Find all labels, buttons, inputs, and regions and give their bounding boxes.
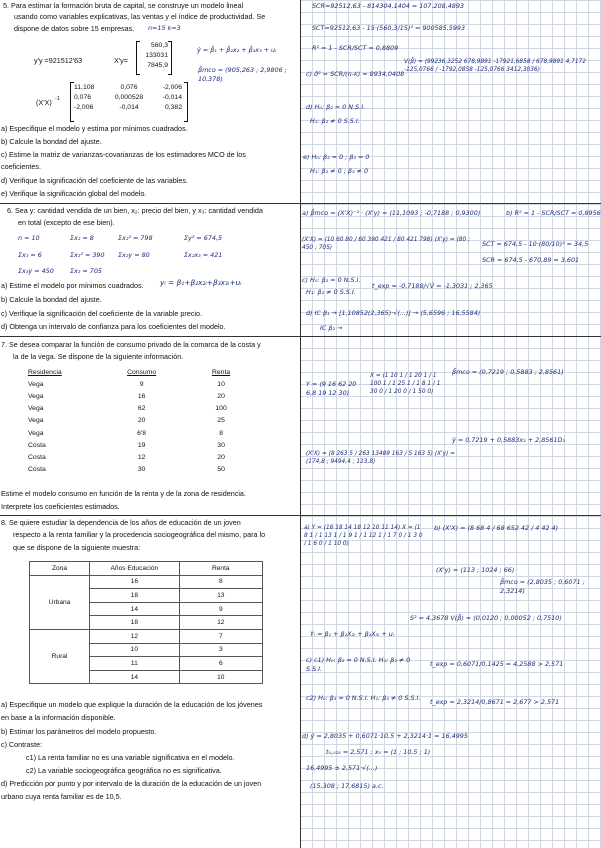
ex8-item-c1: c1) La renta familiar no es una variable significativa en el modelo.: [26, 753, 235, 762]
table-row: [26, 464, 256, 476]
note-5-model: ŷ = β̂₁ + β̂₂x₂ + β̂₃x₃ + uᵢ: [197, 46, 277, 54]
ex5-item-d: d) Verifique la significación del coeficiente de las variables.: [1, 176, 188, 185]
section-divider-7: [0, 336, 601, 337]
sum-value: Σx₃ = 6: [18, 251, 42, 259]
table-row: [26, 427, 256, 439]
ex6-item-c: c) Verifique la significación del coeficiente de la variable precio.: [1, 309, 202, 318]
table-row: [30, 629, 263, 643]
table-row: [26, 390, 256, 402]
table-cell: Costa: [28, 466, 46, 474]
note-6-beta: a) β̂mco = (X'X)⁻¹ · (X'y) = (11,1093 ; -0,7188 ; 0,9300): [302, 209, 481, 217]
table-cell: 10: [179, 670, 262, 684]
table-row: [26, 415, 256, 427]
ex8-table: [29, 561, 263, 684]
table-cell: 6'8: [137, 429, 147, 437]
sum-value: Σx₂x₃ = 421: [184, 251, 223, 259]
note-5-vbeta: V(β̂) = (99236,3252 678,9891 -17921,6858 / 678,9891 4,7172 -125,0766 / -1792,0858 -125,0766 3412,3036): [404, 59, 586, 73]
note-8-d-ic: 16,4995 ± 2,571·√(...): [306, 764, 378, 772]
note-5-e-h0: e) H₀: β₂ = 0 ; β₃ = 0: [303, 153, 370, 161]
note-5-h1: H₁: β₂ ≠ 0 S.S.I.: [310, 117, 360, 125]
note-7-yhat: ŷ = 0,7219 + 0,5883x₂ + 2,8561D₃: [452, 436, 565, 444]
table-row: [30, 575, 263, 589]
table-cell: Vega: [28, 392, 44, 400]
table-cell: 20: [217, 453, 225, 461]
ex6-eq-row-2: [18, 251, 222, 260]
table-cell: 12: [179, 616, 262, 630]
table-cell: Vega: [28, 405, 44, 413]
table-row: [26, 403, 256, 415]
note-7-x: X = (1 10 1 / 1 20 1 / 1 100 1 / 1 25 1 / 1 8 1 / 1 30 0 / 1 20 0 / 1 50 0): [370, 373, 441, 395]
note-7-beta: β̂mco = (0,7219 ; 0,5883 ; 2,8561): [452, 368, 564, 376]
note-8-var: S² = 4,3678 V(β̂) = (0,0120 ; 0,00052 ; 0,7510): [410, 614, 562, 622]
xx-cell: 0,076: [74, 94, 92, 102]
xx-cell: 0,382: [164, 104, 182, 112]
ex8-item-b: b) Estimar los parámetros del modelo propuesto.: [1, 727, 157, 736]
note-8-c1: c) c1) H₀: β₂ = 0 N.S.I. H₁: β₂ ≠ 0 S.S.I.: [306, 656, 411, 673]
ex5-yy: y'y =921512'63: [34, 56, 83, 65]
table-cell: 13: [179, 589, 262, 603]
zone-cell: Urbana: [30, 575, 90, 629]
note-6-sct: SCT = 674,5 - 10·(80/10)² = 34,5: [482, 240, 589, 248]
ex5-xx-label: (X'X): [36, 98, 52, 107]
xx-cell: -0,014: [119, 104, 139, 112]
column-header: Residencia: [28, 368, 62, 376]
note-8-xy: (X'y) = (113 ; 1024 ; 66): [436, 566, 515, 574]
note-5-sct: SCT=92512,63 - 15·(560,3/15)² = 900585,5993: [312, 24, 466, 32]
column-header: Renta: [212, 368, 231, 376]
column-header: Zona: [30, 562, 90, 576]
note-7-xx: (X'X) = (8 263 5 / 263 13489 163 / 5 163 5) (X'y) = (174,8 ; 9494,4 ; 113,8): [306, 451, 455, 465]
ex8-item-a-cont: en base a la información disponible.: [1, 713, 116, 722]
ex5-item-e: e) Verifique la significación global del modelo.: [1, 189, 147, 198]
table-cell: 3: [179, 643, 262, 657]
note-5-sigma: c) σ̂² = SCR/(n-k) = 8934,0408: [306, 70, 405, 78]
xx-cell: 11,108: [74, 84, 95, 91]
table-cell: 7: [179, 629, 262, 643]
ex5-line-1: 5. Para estimar la formación bruta de capital, se construye un modelo lineal: [3, 1, 244, 10]
ex5-item-c-cont: coeficientes.: [1, 162, 41, 171]
table-cell: 9: [139, 380, 144, 388]
ex6-model: yᵢ = β₁+β₂x₂ᵢ+β₃x₃ᵢ+uᵢ: [160, 278, 242, 287]
column-header: Consumo: [127, 368, 157, 376]
note-6-h1: H₁: β₂ ≠ 0 S.S.I.: [306, 288, 356, 296]
sum-value: Σx₃² = 390: [70, 251, 105, 259]
xy-cell: 7845,9: [147, 62, 168, 70]
note-8-model: Yᵢ = β₁ + β₂X₂ᵢ + β₃X₃ᵢ + uᵢ: [310, 630, 394, 638]
ex8-line-1: 8. Se quiere estudiar la dependencia de los años de educación de un joven: [1, 518, 241, 527]
table-cell: Costa: [28, 453, 46, 461]
note-8-c1-texp: t_exp = 0,6071/0,1425 = 4,2588 > 2,571: [430, 660, 564, 668]
table-cell: 30: [137, 466, 146, 474]
table-cell: Vega: [28, 429, 44, 437]
table-cell: 30: [217, 441, 225, 449]
ex8-item-c2: c2) La variable sociogeográfica geográfica no es significativa.: [26, 766, 222, 775]
table-row: [26, 439, 256, 451]
section-divider-8: [0, 515, 601, 516]
sum-value: Σx₃ = 705: [70, 267, 102, 275]
ex5-xy-label: X'y=: [114, 56, 128, 65]
table-header-row: [26, 366, 256, 378]
section-divider-6: [0, 203, 601, 204]
table-cell: 14: [90, 670, 180, 684]
table-cell: 9: [179, 602, 262, 616]
table-cell: Costa: [28, 441, 46, 449]
ex5-note: n=15 k=3: [148, 24, 181, 32]
table-cell: 16: [90, 575, 180, 589]
sum-value: Σy² = 674,5: [184, 234, 223, 242]
table-cell: 6: [179, 657, 262, 671]
note-8-xx: b) (X'X) = (8 68 4 / 68 652 42 / 4 42 4): [434, 524, 559, 532]
ex5-line-2: usando como variables explicativas, las ventas y el índice de productividad. Se: [14, 12, 266, 21]
sum-value: Σx₂y = 80: [118, 251, 150, 259]
note-5-e-h1: H₁: β₂ ≠ 0 ; β₃ ≠ 0: [310, 167, 369, 175]
note-5-h0: d) H₀: β₂ = 0 N.S.I.: [306, 103, 366, 111]
note-5-r2: R² = 1 - SCR/SCT = 0,8809: [312, 44, 399, 52]
ex5-xx-matrix: [74, 83, 182, 114]
xx-cell: -2,006: [74, 104, 94, 112]
note-8-c2-texp: t_exp = 2,3214/0,8671 = 2,677 > 2,571: [430, 698, 560, 706]
ex6-eq-row-1: [18, 234, 222, 243]
table-cell: 8: [179, 575, 262, 589]
table-cell: Vega: [28, 380, 44, 388]
ex6-line-1: 6. Sea y: cantidad vendida de un bien, x₂: precio del bien, y x₃: cantidad vendida: [7, 206, 263, 215]
table-cell: 20: [217, 392, 225, 400]
ex7-line-2: la de la vega. Se dispone de la siguiente información.: [13, 352, 184, 361]
note-8-c2: c2) H₀: β₃ = 0 N.S.I. H₁: β₃ ≠ 0 S.S.I.: [306, 694, 421, 702]
table-cell: 10: [217, 380, 225, 388]
table-cell: 11: [90, 657, 180, 671]
xx-cell: -0,014: [162, 94, 182, 102]
table-cell: 18: [90, 589, 180, 603]
note-8-d-yhat: d) ŷ = 2,8035 + 0,6071·10,5 + 2,3214·1 = 16,4995: [302, 732, 468, 740]
table-cell: 25: [217, 417, 225, 425]
note-8-beta: β̂mco = (2,8035 ; 0,6071 ; 2,3214): [500, 578, 585, 595]
ex6-eq-row-3: [18, 267, 118, 276]
table-cell: 14: [90, 602, 180, 616]
note-6-texp: t_exp = -0,7188/√V̂ = -1,3031 ; 2,365: [372, 282, 493, 290]
ex5-item-c: c) Estime la matriz de varianzas-covarianzas de los estimadores MCO de los: [1, 150, 246, 159]
table-cell: 50: [217, 466, 225, 474]
note-6-h0: c) H₀: β₂ = 0 N.S.I.: [302, 276, 361, 284]
xx-cell: 0,000528: [114, 94, 144, 102]
ex7-line-4: Interprete los coeficientes estimados.: [1, 502, 120, 511]
ex7-table: [26, 366, 256, 476]
bracket: [168, 41, 172, 75]
ex5-xx-exp: -1: [55, 96, 60, 102]
ex7-line-1: 7. Se desea comparar la función de consumo privado de la comarca de la costa y: [1, 340, 261, 349]
xy-cell: 133031: [145, 52, 168, 60]
table-cell: 8: [219, 429, 223, 437]
sum-value: Σx₂² = 798: [118, 234, 153, 242]
table-cell: 10: [90, 643, 180, 657]
ex6-item-a: a) Estime el modelo por mínimos cuadrados.: [1, 281, 144, 290]
ex5-xy-vector: [140, 41, 168, 72]
ex8-line-2: respecto a la renta familiar y la procedencia sociogeográfica del mismo, para lo: [13, 530, 266, 539]
note-5-beta: β̂mco = (905,263 ; 2,9806 ; 10,378): [198, 66, 287, 83]
note-8-d-t: t₀,₀₂₅ = 2,571 ; x₀ = (1 ; 10,5 ; 1): [326, 748, 431, 756]
ex7-line-3: Estime el modelo consumo en función de la renta y de la zona de residencia.: [1, 489, 246, 498]
table-cell: 100: [215, 405, 227, 413]
note-6-xx-xy: (X'X) = (10 60 80 / 60 390 421 / 80 421 798) (X'y) = (80 ; 450 ; 705): [302, 237, 470, 251]
ex8-item-c: c) Contraste:: [1, 740, 43, 749]
xy-cell: 560,3: [150, 42, 168, 49]
table-cell: 18: [90, 616, 180, 630]
note-6-ic1: d) IC β₁ → [1,10852(2,365)·√(...)] → (5,6596 ; 16,5584): [306, 309, 481, 317]
ex5-line-3: dispone de datos sobre 15 empresas.: [14, 24, 135, 33]
table-cell: Vega: [28, 417, 44, 425]
table-cell: 19: [137, 441, 146, 449]
table-cell: 20: [137, 417, 146, 425]
table-cell: 12: [90, 629, 180, 643]
ex6-line-2: en total (excepto de ese bien).: [18, 218, 115, 227]
note-6-scr: SCR = 674,5 - 670,89 = 3,601: [482, 256, 580, 264]
column-header: Años Educación: [90, 562, 180, 576]
xx-cell: 0,076: [120, 84, 138, 91]
ex6-item-d: d) Obtenga un intervalo de confianza para los coeficientes del modelo.: [1, 322, 226, 331]
note-6-ic2: IC β₂ →: [320, 324, 343, 332]
ex8-item-a: a) Especifique un modelo que explique la duración de la educación de los jóvenes: [1, 700, 263, 709]
sum-value: Σx₃y = 450: [18, 267, 54, 275]
note-5-scr: SCR=92512,63 - 814304,1404 = 107.208,4893: [312, 2, 465, 10]
zone-cell: Rural: [30, 629, 90, 683]
bracket: [184, 82, 188, 122]
table-row: [26, 378, 256, 390]
table-header-row: [30, 562, 263, 576]
column-divider: [300, 0, 301, 848]
ex8-line-3: que se dispone de la siguiente muestra:: [13, 543, 141, 552]
ex5-item-b: b) Calcule la bondad del ajuste.: [1, 137, 102, 146]
note-8-d-result: (15,308 ; 17,6815) a.c.: [310, 782, 384, 790]
table-cell: 62: [137, 405, 146, 413]
note-6-r2: b) R² = 1 - SCR/SCT = 0,8956: [506, 209, 601, 217]
ex8-item-d-cont: urbano cuya renta familiar es de 10,5.: [1, 792, 122, 801]
ex5-item-a: a) Especifique el modelo y estima por mínimos cuadrados.: [1, 124, 188, 133]
sum-value: n = 10: [18, 234, 40, 242]
table-row: [26, 451, 256, 463]
table-cell: 12: [137, 453, 146, 461]
ex6-item-b: b) Calcule la bondad del ajuste.: [1, 295, 102, 304]
note-8-yx: a) Y = (16 18 14 18 12 10 11 14) X = (1 8 1 / 1 13 1 / 1 9 1 / 1 12 1 / 1 7 0 / 1 3 0 / 1 6 0 / 1 10 0): [304, 525, 423, 547]
xx-cell: -2,006: [162, 84, 182, 91]
table-cell: 16: [137, 392, 146, 400]
sum-value: Σx₂ = 8: [70, 234, 94, 242]
note-7-y: Y = (9 16 62 20 6,8 19 12 30): [306, 380, 357, 397]
ex8-item-d: d) Predicción por punto y por intervalo de la duración de la educación de un joven: [1, 779, 262, 788]
column-header: Renta: [179, 562, 262, 576]
